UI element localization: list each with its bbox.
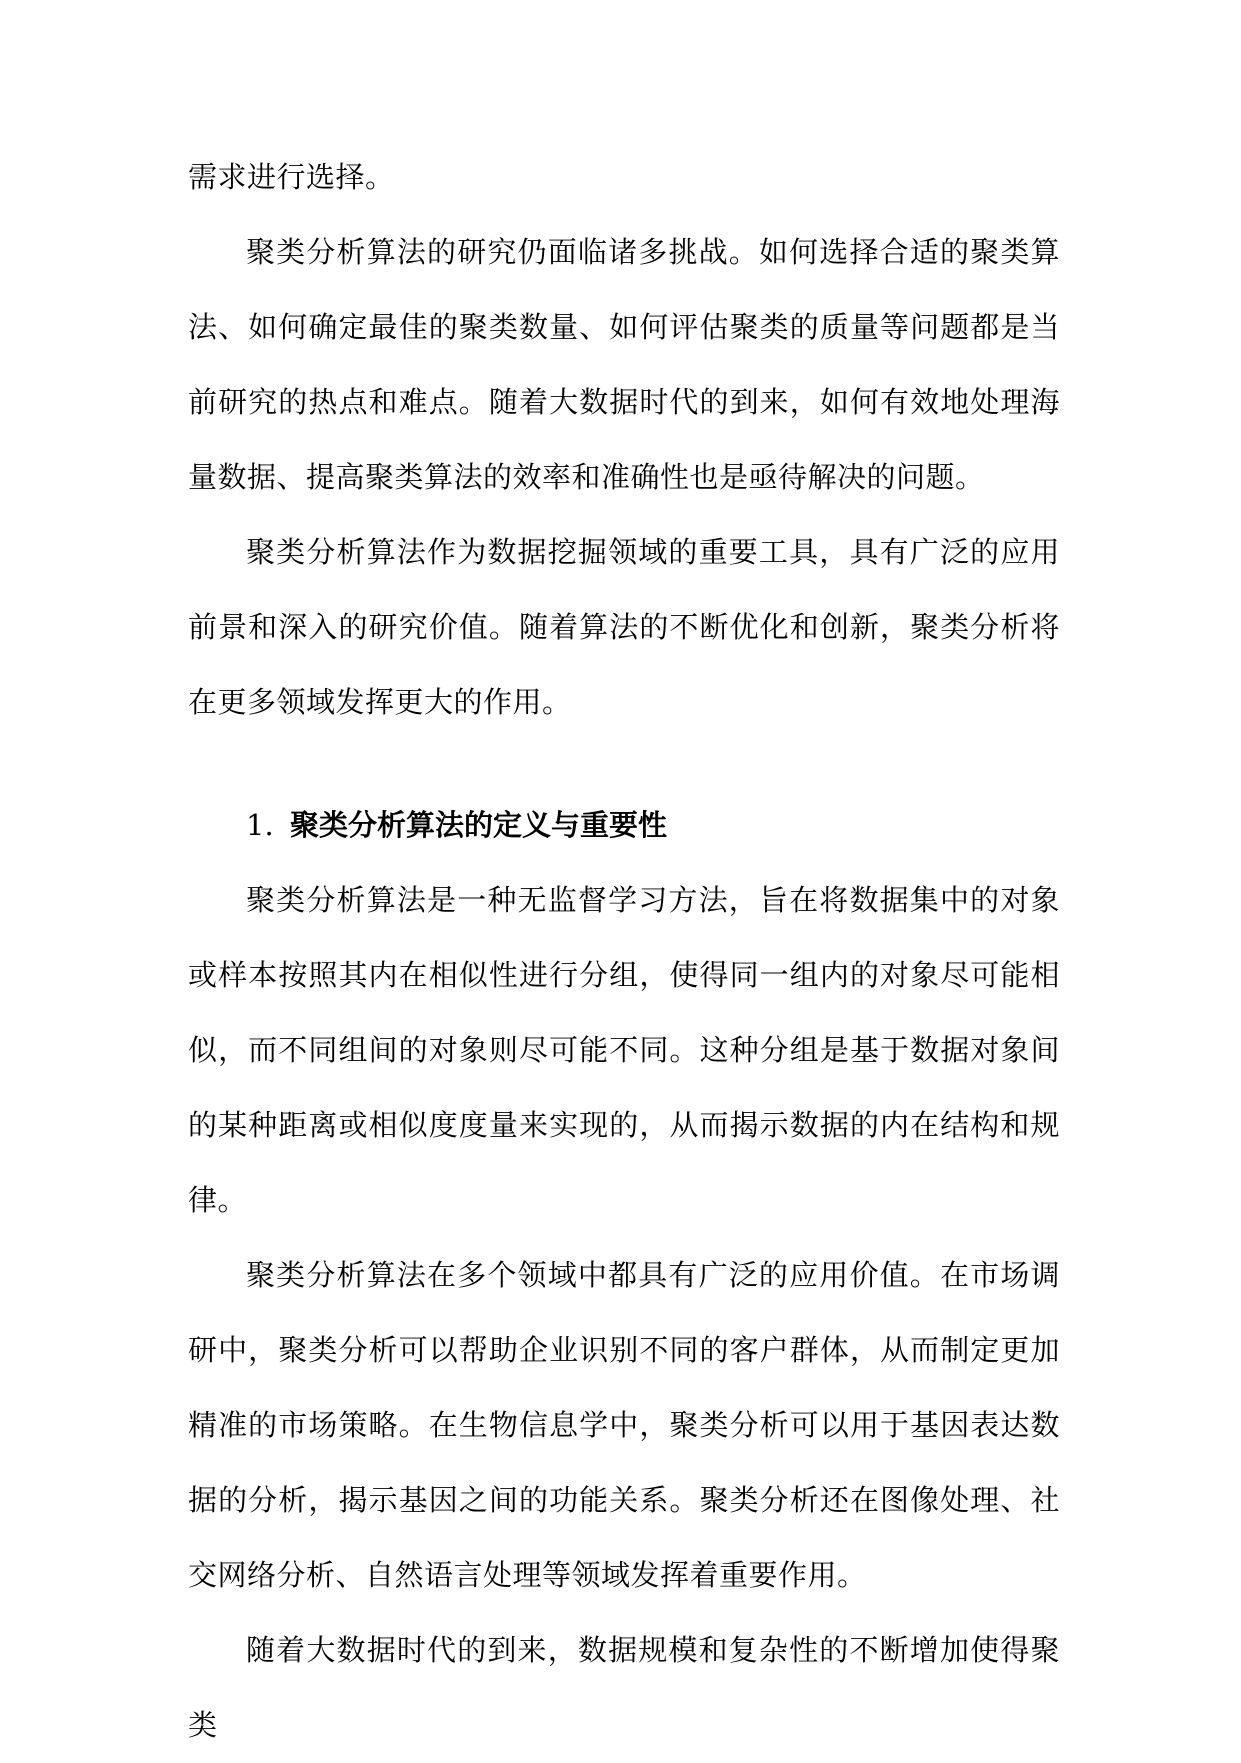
- paragraph-continuation: 需求进行选择。: [188, 160, 395, 194]
- section-number: 1.: [246, 808, 274, 842]
- section-title: 聚类分析算法的定义与重要性: [290, 808, 668, 842]
- document-body: [188, 140, 1060, 1763]
- paragraph-definition: 聚类分析算法是一种无监督学习方法，旨在将数据集中的对象或样本按照其内在相似性进行分组，使得同一组内的对象尽可能相似，而不同组间的对象则尽可能不同。这种分组是基于数据对象间的某种距离或相似度度量来实现的，从而揭示数据的内在结构和规律。: [188, 883, 1060, 1217]
- section-heading: [188, 788, 1060, 863]
- paragraph-applications: 聚类分析算法在多个领域中都具有广泛的应用价值。在市场调研中，聚类分析可以帮助企业识别不同的客户群体，从而制定更加精准的市场策略。在生物信息学中，聚类分析可以用于基因表达数据的分析，揭示基因之间的功能关系。聚类分析还在图像处理、社交网络分析、自然语言处理等领域发挥着重要作用。: [188, 1258, 1060, 1592]
- paragraph-prospects: 聚类分析算法作为数据挖掘领域的重要工具，具有广泛的应用前景和深入的研究价值。随着算法的不断优化和创新，聚类分析将在更多领域发挥更大的作用。: [188, 535, 1060, 719]
- paragraph-challenges: 聚类分析算法的研究仍面临诸多挑战。如何选择合适的聚类算法、如何确定最佳的聚类数量、如何评估聚类的质量等问题都是当前研究的热点和难点。随着大数据时代的到来，如何有效地处理海量数据、提高聚类算法的效率和准确性也是亟待解决的问题。: [188, 235, 1060, 494]
- paragraph-big-data: 随着大数据时代的到来，数据规模和复杂性的不断增加使得聚类: [188, 1633, 1060, 1742]
